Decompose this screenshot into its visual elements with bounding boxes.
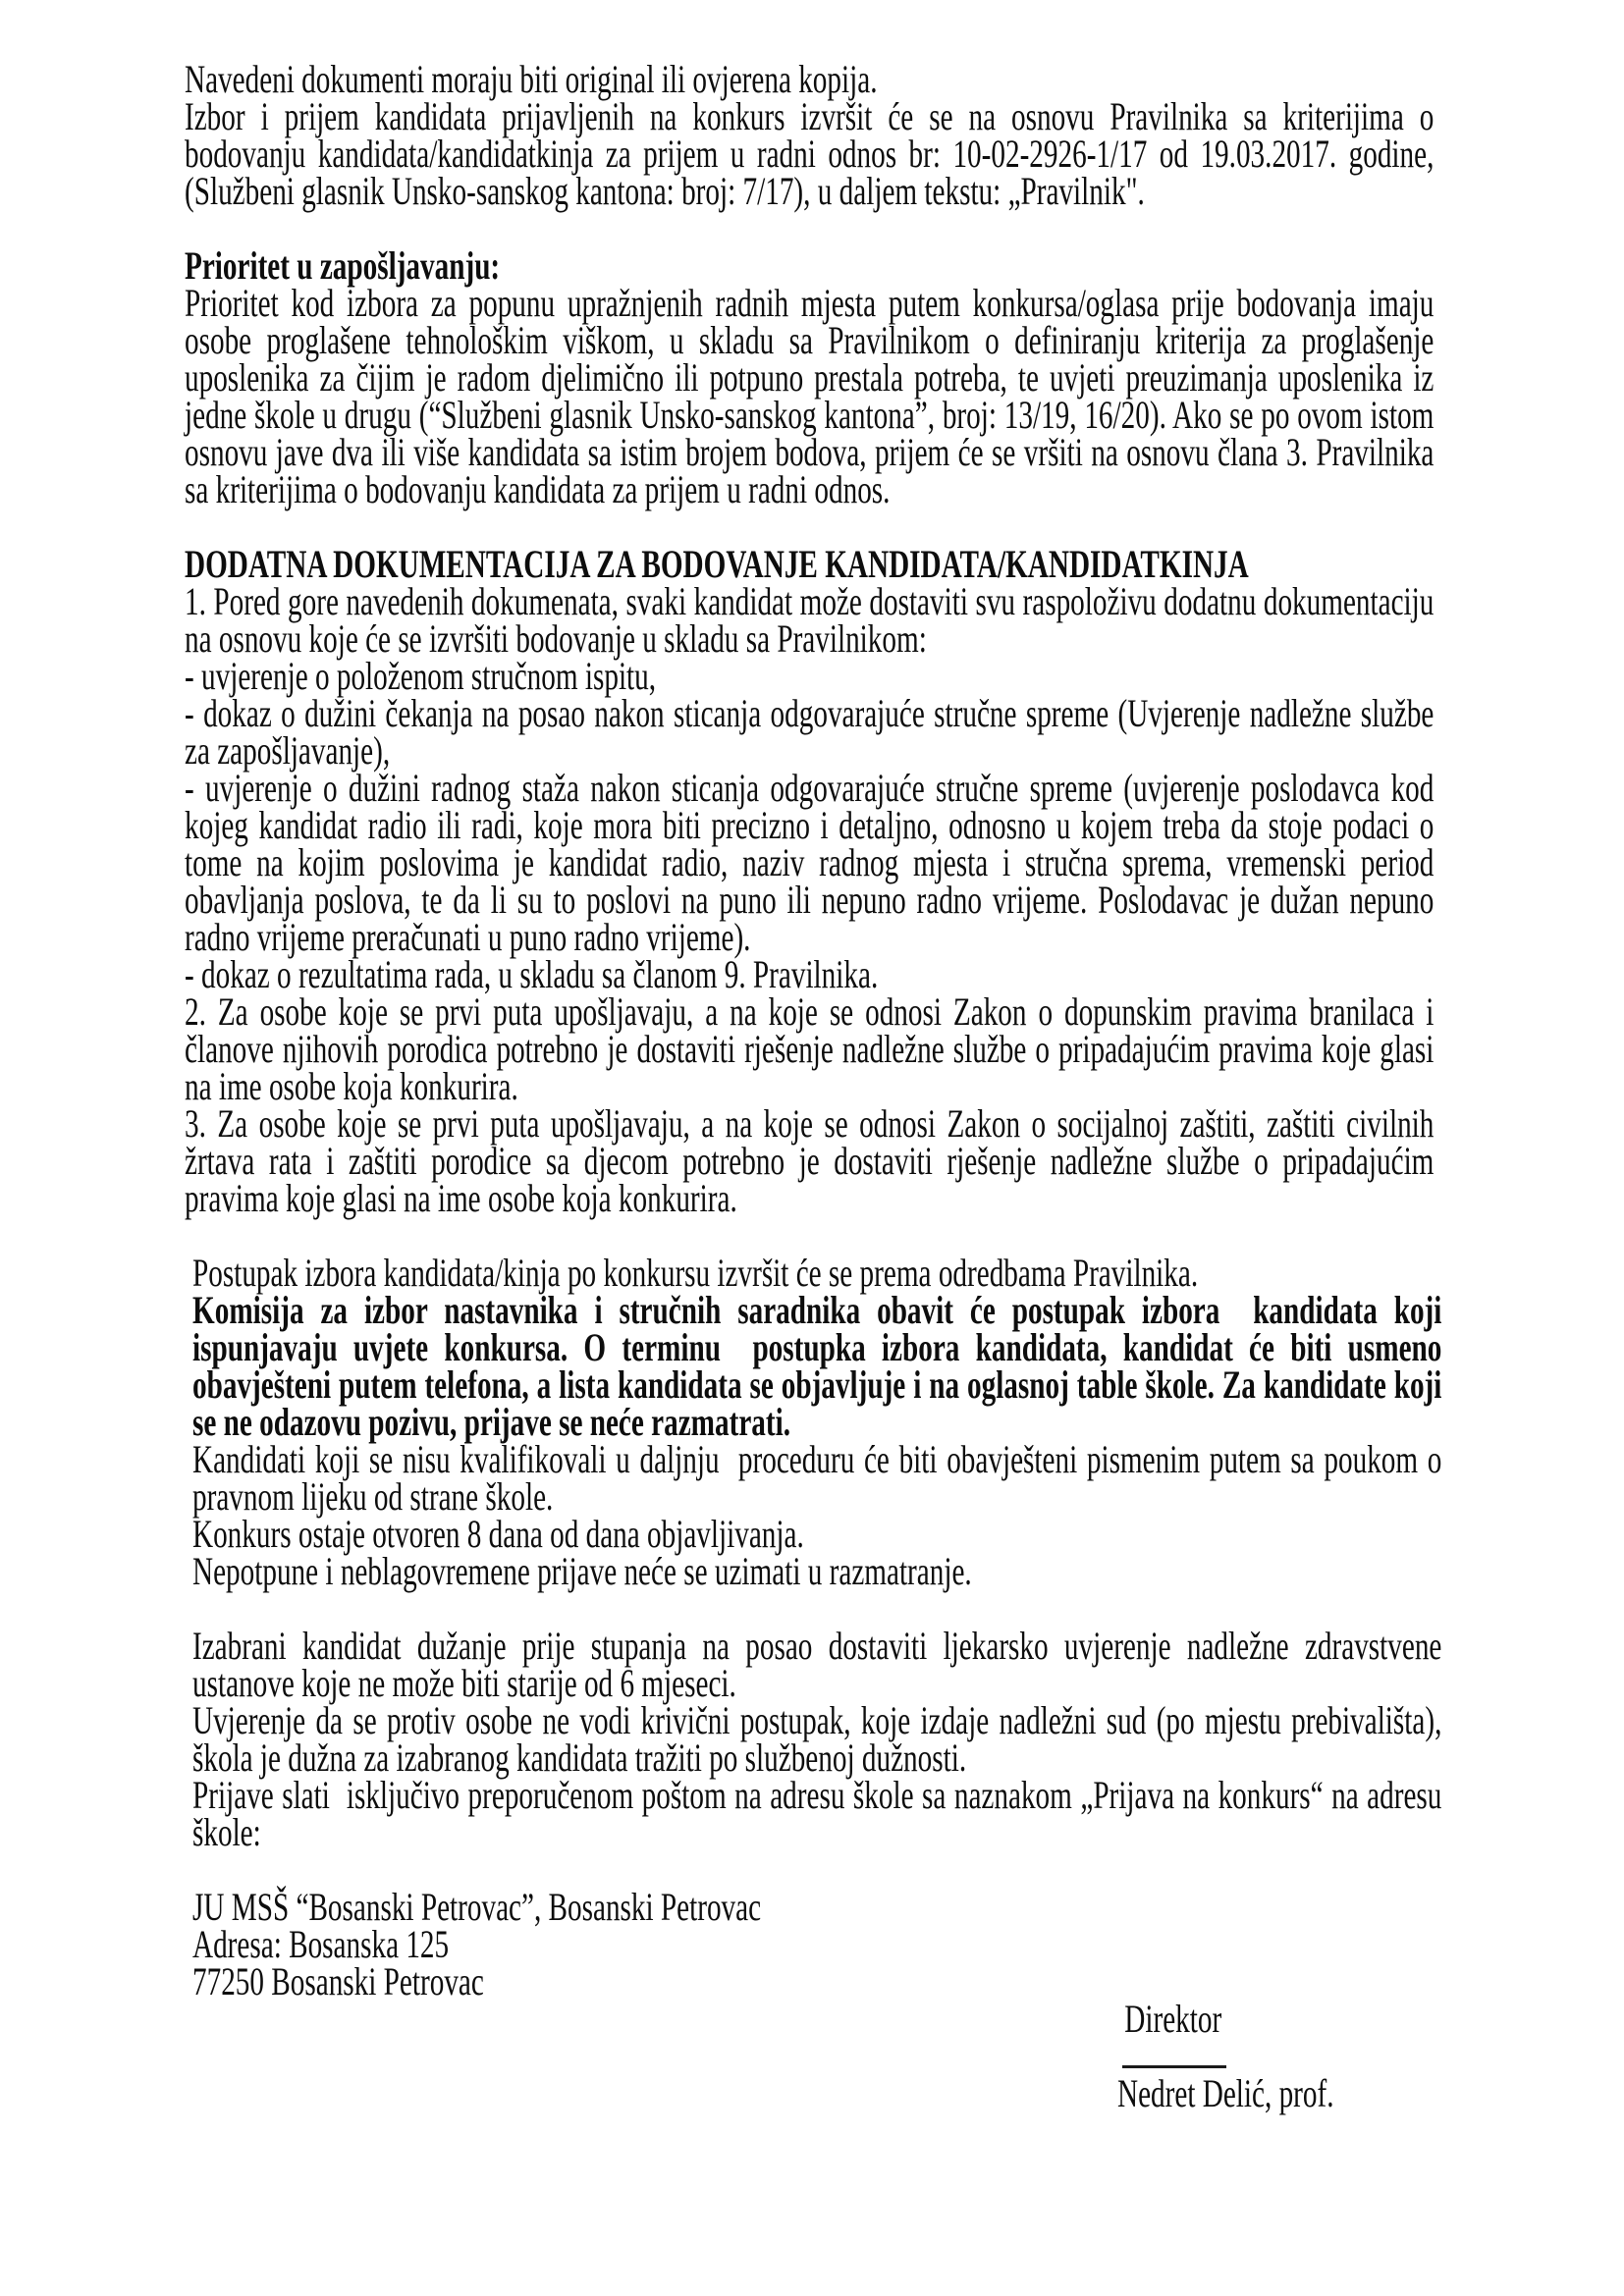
- para-osobe-2: 2. Za osobe koje se prvi puta upošljavaju, a na koje se odnosi Zakon o dopunskim pravima branilaca i članove njihovih porodica potrebno je dostaviti rješenje nadležne službe o pripadajućim pravima koje glasi na ime osobe koja konkurira.: [185, 989, 1441, 1108]
- para-konkurs-otvoren: Konkurs ostaje otvoren 8 dana od dana objavljivanja.: [192, 1512, 804, 1556]
- list-item-radni-staz: - uvjerenje o dužini radnog staža nakon sticanja odgovarajuće stručne spreme (uvjerenje poslodavca kod kojeg kandidat radio ili radi, koje mora biti precizno i detaljno, odnosno u kojem treba da stoje podaci o tome na kojim poslovima je kandidat radio, naziv radnog mjesta i stručna sprema, vremenski period obavljanja poslova, te da li su to poslovi na puno ili nepuno radno vrijeme. Poslodavac je dužan nepuno radno vrijeme preračunati u puno radno vrijeme).: [185, 766, 1441, 959]
- list-item-rezultati: - dokaz o rezultatima rada, u skladu sa članom 9. Pravilnika.: [185, 952, 879, 996]
- para-izbor: Izbor i prijem kandidata prijavljenih na konkurs izvršit će se na osnovu Pravilnika sa kriterijima o bodovanju kandidata/kandidatkinja za prijem u radni odnos br: 10-02-2926-1/17 od 19.03.2017. godine, (Službeni glasnik Unsko-sanskog kantona: broj: 7/17), u daljem tekstu: „Pravilnik".: [185, 94, 1441, 213]
- signature-title: Direktor: [1124, 1997, 1222, 2041]
- para-nepotpune: Nepotpune i neblagovremene prijave neće se uzimati u razmatranje.: [192, 1549, 972, 1593]
- signature-block: [1117, 1997, 1624, 2115]
- heading-prioritet: Prioritet u zapošljavanju:: [185, 243, 501, 288]
- para-pored: 1. Pored gore navedenih dokumenata, svaki kandidat može dostaviti svu raspoloživu dodatnu dokumentaciju na osnovu koje će se izvršiti bodovanje u skladu sa Pravilnikom:: [185, 579, 1441, 661]
- heading-dodatna-dokumentacija: DODATNA DOKUMENTACIJA ZA BODOVANJE KANDIDATA/KANDIDATKINJA: [185, 542, 1249, 586]
- school-city: 77250 Bosanski Petrovac: [192, 1959, 484, 2003]
- para-komisija: Komisija za izbor nastavnika i stručnih saradnika obavit će postupak izbora kandidata koji ispunjavaju uvjete konkursa. O terminu postupka izbora kandidata, kandidat će biti usmeno obavješteni putem telefona, a lista kandidata se objavljuje i na oglasnoj table škole. Za kandidate koji se ne odazovu pozivu, prijave se neće razmatrati.: [192, 1288, 1449, 1444]
- para-postupak: Postupak izbora kandidata/kinja po konkursu izvršit će se prema odredbama Pravilnika.: [192, 1251, 1199, 1295]
- para-uvjerenje-sud: Uvjerenje da se protiv osobe ne vodi krivični postupak, koje izdaje nadležni sud (po mjestu prebivališta), škola je dužna za izabranog kandidata tražiti po službenoj dužnosti.: [192, 1698, 1449, 1780]
- para-kandidati: Kandidati koji se nisu kvalifikovali u daljnju proceduru će biti obavješteni pismenim putem sa poukom o pravnom lijeku od strane škole.: [192, 1437, 1449, 1519]
- para-navedeni: Navedeni dokumenti moraju biti original ili ovjerena kopija.: [185, 57, 878, 101]
- signature-line: [1122, 2038, 1226, 2068]
- para-izabrani: Izabrani kandidat dužanje prije stupanja na posao dostaviti ljekarsko uvjerenje nadležne zdravstvene ustanove koje ne može biti starije od 6 mjeseci.: [192, 1624, 1449, 1705]
- signature-name: Nedret Delić, prof.: [1117, 2071, 1334, 2115]
- para-prijave-slati: Prijave slati isključivo preporučenom poštom na adresu škole sa naznakom „Prijava na konkurs“ na adresu škole:: [192, 1773, 1449, 1854]
- school-address: Adresa: Bosanska 125: [192, 1922, 450, 1966]
- signature-line-row: [1117, 2038, 1624, 2075]
- school-name: JU MSŠ “Bosanski Petrovac”, Bosanski Petrovac: [192, 1885, 762, 1929]
- list-item-strucni-ispit: - uvjerenje o položenom stručnom ispitu,: [185, 654, 657, 698]
- para-osobe-3: 3. Za osobe koje se prvi puta upošljavaju, a na koje se odnosi Zakon o socijalnoj zaštiti, zaštiti civilnih žrtava rata i zaštiti porodice sa djecom potrebno je dostaviti rješenje nadležne službe o pripadajućim pravima koje glasi na ime osobe koja konkurira.: [185, 1101, 1441, 1220]
- para-prioritet: Prioritet kod izbora za popunu upražnjenih radnih mjesta putem konkursa/oglasa prije bodovanja imaju osobe proglašene tehnološkim viškom, u skladu sa Pravilnikom o definiranju kriterija za proglašenje uposlenika za čijim je radom djelimično ili potpuno prestala potreba, te uvjeti preuzimanja uposlenika iz jedne škole u drugu (“Službeni glasnik Unsko-sanskog kantona”, broj: 13/19, 16/20). Ako se po ovom istom osnovu jave dva ili više kandidata sa istim brojem bodova, prijem će se vršiti na osnovu člana 3. Pravilnika sa kriterijima o bodovanju kandidata za prijem u radni odnos.: [185, 281, 1441, 511]
- list-item-cekanje: - dokaz o dužini čekanja na posao nakon sticanja odgovarajuće stručne spreme (Uvjerenje nadležne službe za zapošljavanje),: [185, 691, 1441, 773]
